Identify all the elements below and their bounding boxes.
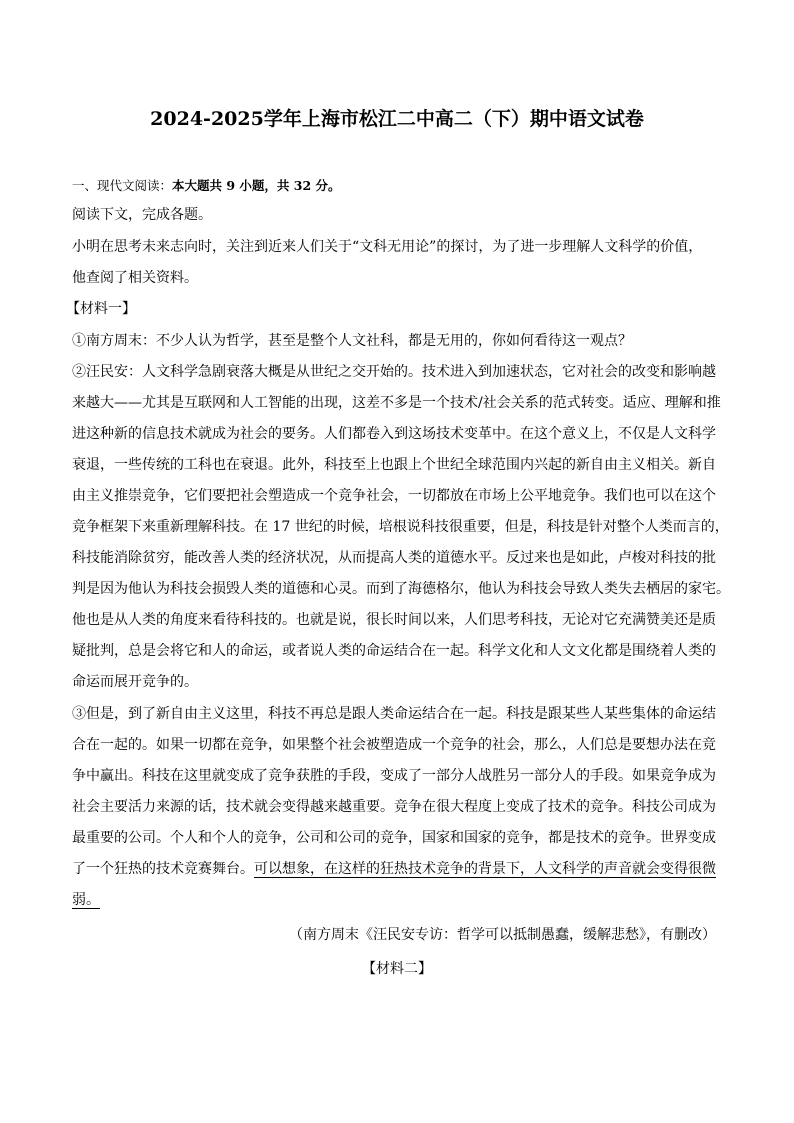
underlined-sentence: 可以想象，在这样的狂热技术竞争的背景下，人文科学的声音就会变得很微 (254, 861, 716, 877)
body-line: 判是因为他认为科技会损毁人类的道德和心灵。而到了海德格尔，他认为科技会导致人类失去栖居的家宅。 (72, 581, 730, 597)
body-line: 他也是从人类的角度来看待科技的。也就是说，很长时间以来，人们思考科技，无论对它充满赞美还是质 (72, 612, 716, 628)
body-line: 来越大——尤其是互联网和人工智能的出现，这差不多是一个技术/社会关系的范式转变。适应、理解和推 (72, 395, 721, 411)
body-line: 命运而展开竞争的。 (72, 674, 198, 690)
body-line: 合在一起的。如果一切都在竞争，如果整个社会被塑造成一个竞争的社会，那么，人们总是要想办法在竞 (72, 737, 716, 753)
body-line: 由主义推崇竞争，它们要把社会塑造成一个竞争社会，一切都放在市场上公平地竞争。我们也可以在这个 (72, 488, 716, 504)
body-line: 疑批判，总是会将它和人的命运，或者说人类的命运结合在一起。科学文化和人文文化都是围绕着人类的 (72, 643, 716, 659)
reading-instruction: 阅读下文，完成各题。 (72, 207, 212, 223)
body-line: 衰退，一些传统的工科也在衰退。此外，科技至上也跟上个世纪全球范围内兴起的新自由主义相关。新自 (72, 457, 716, 473)
body-line-with-underline (72, 859, 722, 879)
material-two-label: 【材料二】 (362, 961, 432, 977)
body-line (72, 890, 722, 910)
stage-sentence: 了一个狂热的技术竞赛舞台。 (72, 861, 254, 877)
body-line: 科技能消除贫穷，能改善人类的经济状况，从而提高人类的道德水平。反过来也是如此，卢梭对科技的批 (72, 550, 716, 566)
body-line: 社会主要活力来源的话，技术就会变得越来越重要。竞争在很大程度上变成了技术的竞争。科技公司成为 (72, 799, 716, 815)
body-line: ③但是，到了新自由主义这里，科技不再总是跟人类命运结合在一起。科技是跟某些人某些集体的命运结 (72, 706, 716, 722)
section-heading (72, 176, 341, 194)
section-prefix: 一、现代文阅读： (72, 178, 173, 193)
body-line: 进这种新的信息技术就成为社会的要务。人们都卷入到这场技术变革中。在这个意义上，不仅是人文科学 (72, 426, 716, 442)
intro-line: 他查阅了相关资料。 (72, 270, 198, 286)
exam-title: 2024-2025学年上海市松江二中高二（下）期中语文试卷 (150, 108, 644, 130)
body-line: ①南方周末：不少人认为哲学，甚至是整个人文社科，都是无用的，你如何看待这一观点？ (72, 333, 632, 349)
body-line: 竞争框架下来重新理解科技。在 17 世纪的时候，培根说科技很重要，但是，科技是针对整个人类而言的， (72, 519, 729, 535)
body-line: 争中赢出。科技在这里就变成了竞争获胜的手段，变成了一部分人战胜另一部分人的手段。如果竞争成为 (72, 768, 716, 784)
section-detail: 本大题共 9 小题，共 32 分。 (172, 178, 341, 193)
intro-line: 小明在思考未来志向时，关注到近来人们关于“文科无用论”的探讨，为了进一步理解人文科学的价值， (72, 239, 703, 255)
source-citation: （南方周末《汪民安专访：哲学可以抵制愚蠢，缓解悲愁》，有删改） (289, 927, 716, 943)
material-one-label: 【材料一】 (66, 301, 136, 317)
body-line: 最重要的公司。个人和个人的竞争，公司和公司的竞争，国家和国家的竞争，都是技术的竞争。世界变成 (72, 830, 716, 846)
body-line: ②汪民安：人文科学急剧衰落大概是从世纪之交开始的。技术进入到加速状态，它对社会的改变和影响越 (72, 364, 716, 380)
underlined-sentence-end: 弱。 (72, 892, 100, 908)
